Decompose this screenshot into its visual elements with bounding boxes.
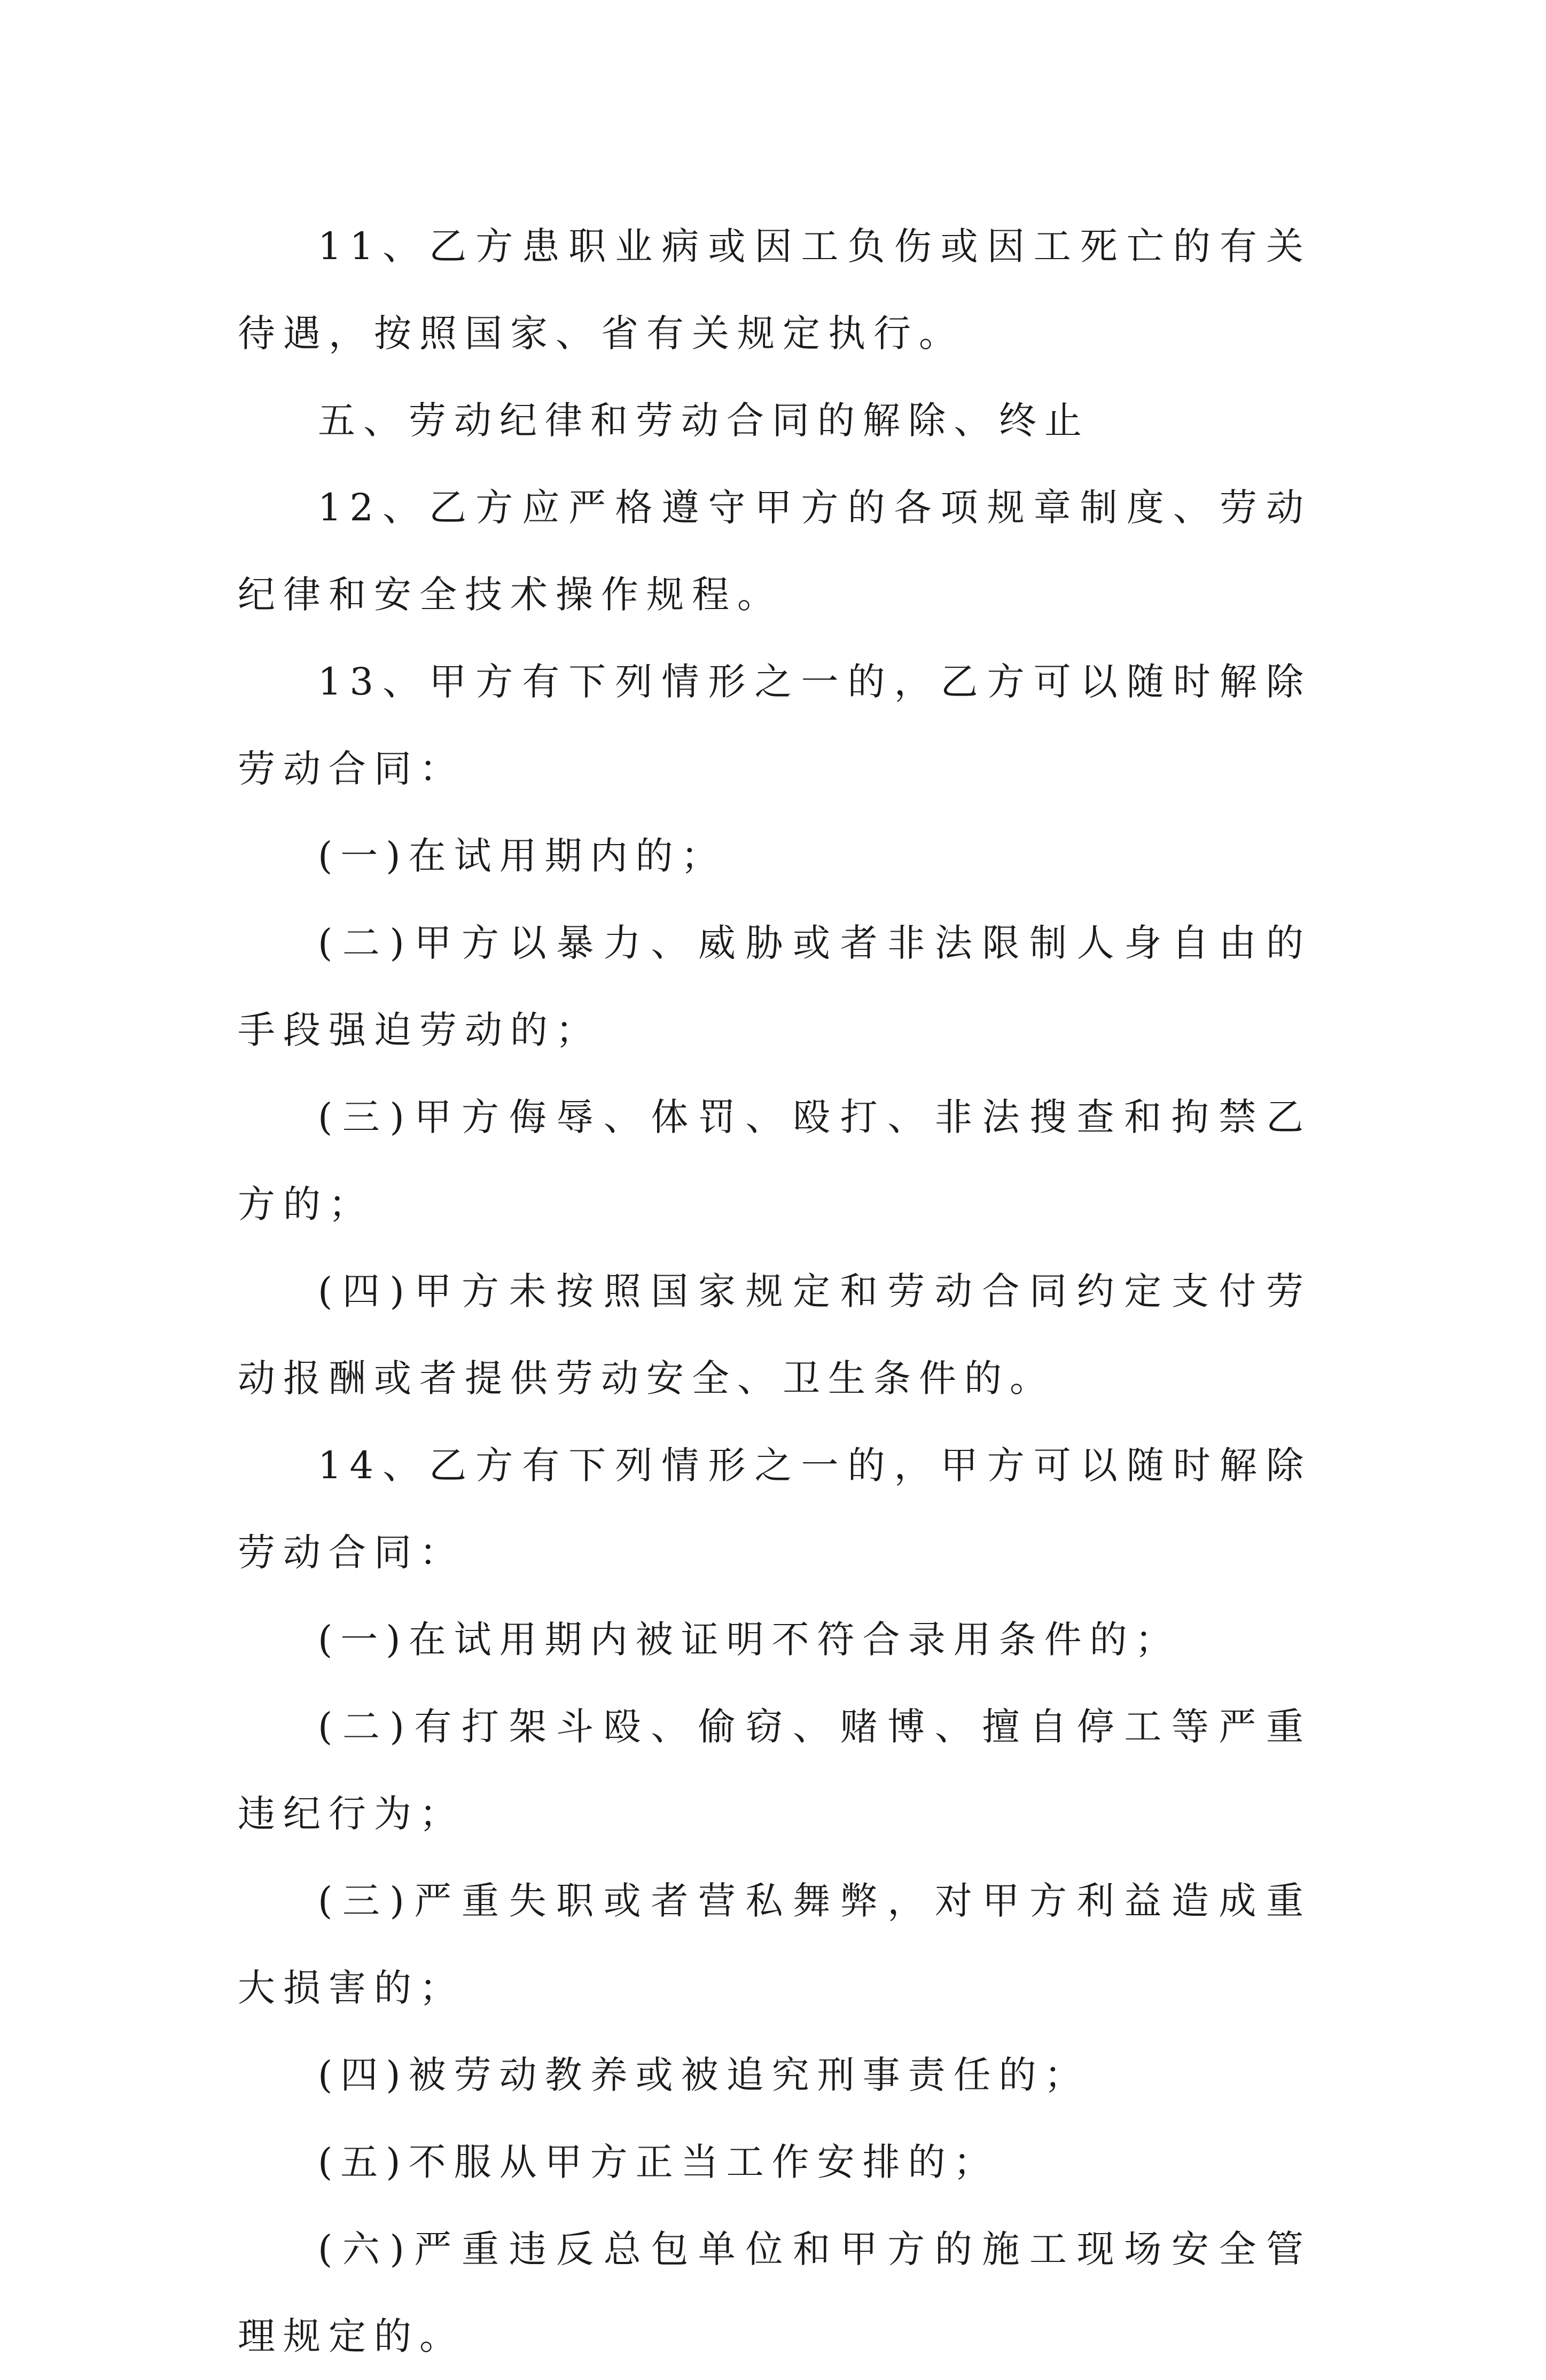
section-heading-5: 五、劳动纪律和劳动合同的解除、终止 <box>318 399 1090 442</box>
paragraph-13-item-2: (二)甲方以暴力、威胁或者非法限制人身自由的手段强迫劳动的； <box>238 921 1311 1052</box>
paragraph-13-item-3: (三)甲方侮辱、体罚、殴打、非法搜查和拘禁乙方的； <box>238 1095 1311 1226</box>
paragraph-14-item-3: (三)严重失职或者营私舞弊，对甲方利益造成重大损害的； <box>238 1879 1311 2010</box>
paragraph-14-item-2: (二)有打架斗殴、偷窃、赌博、擅自停工等严重违纪行为； <box>238 1705 1311 1836</box>
paragraph-12: 12、乙方应严格遵守甲方的各项规章制度、劳动纪律和安全技术操作规程。 <box>238 486 1311 617</box>
paragraph-14-item-4: (四)被劳动教养或被追究刑事责任的； <box>318 2053 1090 2097</box>
paragraph-14-item-6: (六)严重违反总包单位和甲方的施工现场安全管理规定的。 <box>238 2227 1311 2358</box>
document-body <box>238 203 1311 2380</box>
paragraph-11: 11、乙方患职业病或因工负伤或因工死亡的有关待遇，按照国家、省有关规定执行。 <box>238 224 1311 355</box>
paragraph-14: 14、乙方有下列情形之一的，甲方可以随时解除劳动合同： <box>238 1443 1311 1574</box>
paragraph-13-item-4: (四)甲方未按照国家规定和劳动合同约定支付劳动报酬或者提供劳动安全、卫生条件的。 <box>238 1269 1311 1400</box>
paragraph-14-item-1: (一)在试用期内被证明不符合录用条件的； <box>318 1618 1181 1661</box>
paragraph-13-item-1: (一)在试用期内的； <box>318 834 727 878</box>
paragraph-14-item-5: (五)不服从甲方正当工作安排的； <box>318 2140 999 2184</box>
paragraph-13: 13、甲方有下列情形之一的，乙方可以随时解除劳动合同： <box>238 660 1311 791</box>
